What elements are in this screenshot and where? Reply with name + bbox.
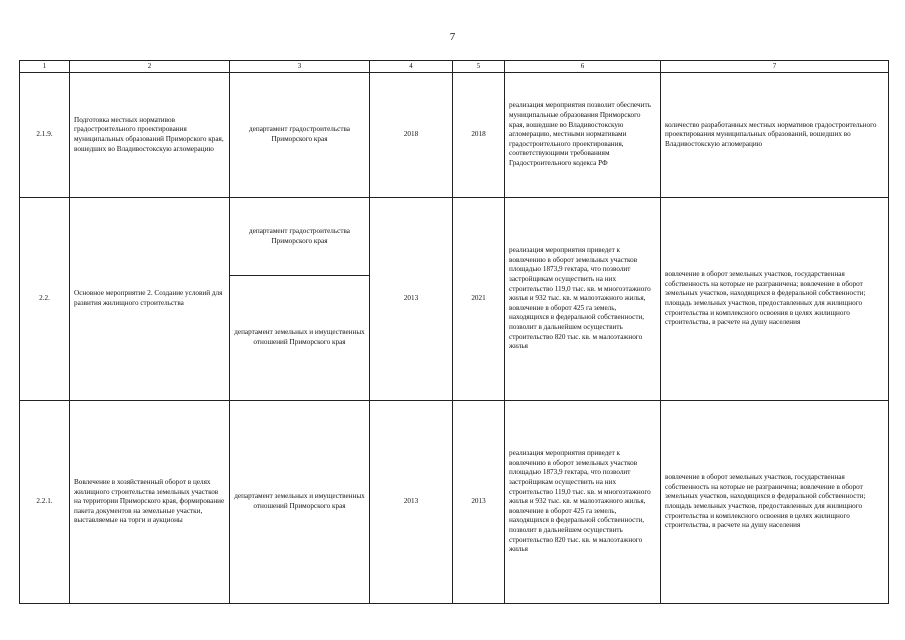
page-number: 7 <box>449 31 456 43</box>
column-number-7: 7 <box>661 61 889 73</box>
column-number-2: 2 <box>70 61 230 73</box>
end-year: 2021 <box>453 198 505 401</box>
table-row <box>20 401 889 604</box>
table-row <box>20 198 889 276</box>
column-number-1: 1 <box>20 61 70 73</box>
program-activities-table <box>19 60 889 604</box>
column-number-row <box>20 61 889 73</box>
column-number-6: 6 <box>505 61 661 73</box>
end-year: 2013 <box>453 401 505 604</box>
indicator: количество разработанных местных нормативов градостроительного проектирования муниципальных образований, вошедших во Владивостокскую агломерацию <box>661 73 889 198</box>
start-year: 2013 <box>370 198 453 401</box>
row-number: 2.1.9. <box>20 73 70 198</box>
activity-name: Подготовка местных нормативов градостроительного проектирования муниципальных образований Приморского края, вошедших во Владивостокскую агломерацию <box>70 73 230 198</box>
executor: департамент градостроительства Приморского края <box>230 73 370 198</box>
executor: департамент земельных и имущественных отношений Приморского края <box>230 276 370 401</box>
column-number-4: 4 <box>370 61 453 73</box>
expected-result: реализация мероприятия приведет к вовлечению в оборот земельных участков площадью 1873,9 гектара, что позволит застройщикам осуществить на них строительство 119,0 тыс. кв. м многоэтажного жилья и 932 тыс. кв. м малоэтажного жилья, вовлечение в оборот 425 га земель, находящихся в федеральной собственности, позволит в дальнейшем осуществить строительство 820 тыс. кв. м малоэтажного жилья <box>505 198 661 401</box>
column-number-3: 3 <box>230 61 370 73</box>
row-number: 2.2.1. <box>20 401 70 604</box>
start-year: 2013 <box>370 401 453 604</box>
executor: департамент градостроительства Приморского края <box>230 198 370 276</box>
start-year: 2018 <box>370 73 453 198</box>
activity-name: Основное мероприятие 2. Создание условий для развития жилищного строительства <box>70 198 230 401</box>
activity-name: Вовлечение в хозяйственный оборот в целях жилищного строительства земельных участков на территории Приморского края, формирование пакета документов на земельные участки, выставляемые на торги и аукционы <box>70 401 230 604</box>
end-year: 2018 <box>453 73 505 198</box>
indicator: вовлечение в оборот земельных участков, государственная собственность на которые не разграничена; вовлечение в оборот земельных участков, находящихся в федеральной собственности; площадь земельных участков, предоставленных для жилищного строительства и комплексного освоения в целях жилищного строительства, в расчете на душу населения <box>661 401 889 604</box>
row-number: 2.2. <box>20 198 70 401</box>
column-number-5: 5 <box>453 61 505 73</box>
table-row <box>20 73 889 198</box>
indicator: вовлечение в оборот земельных участков, государственная собственность на которые не разграничена; вовлечение в оборот земельных участков, находящихся в федеральной собственности; площадь земельных участков, предоставленных для жилищного строительства и комплексного освоения в целях жилищного строительства, в расчете на душу населения <box>661 198 889 401</box>
executor: департамент земельных и имущественных отношений Приморского края <box>230 401 370 604</box>
expected-result: реализация мероприятия позволит обеспечить муниципальные образования Приморского края, вошедшие во Владивостокскую агломерацию, местными нормативами градостроительного проектирования, соответствующими требованиям Градостроительного кодекса РФ <box>505 73 661 198</box>
expected-result: реализация мероприятия приведет к вовлечению в оборот земельных участков площадью 1873,9 гектара, что позволит застройщикам осуществить на них строительство 119,0 тыс. кв. м многоэтажного жилья и 932 тыс. кв. м малоэтажного жилья, вовлечение в оборот 425 га земель, находящихся в федеральной собственности, позволит в дальнейшем осуществить строительство 820 тыс. кв. м малоэтажного жилья <box>505 401 661 604</box>
